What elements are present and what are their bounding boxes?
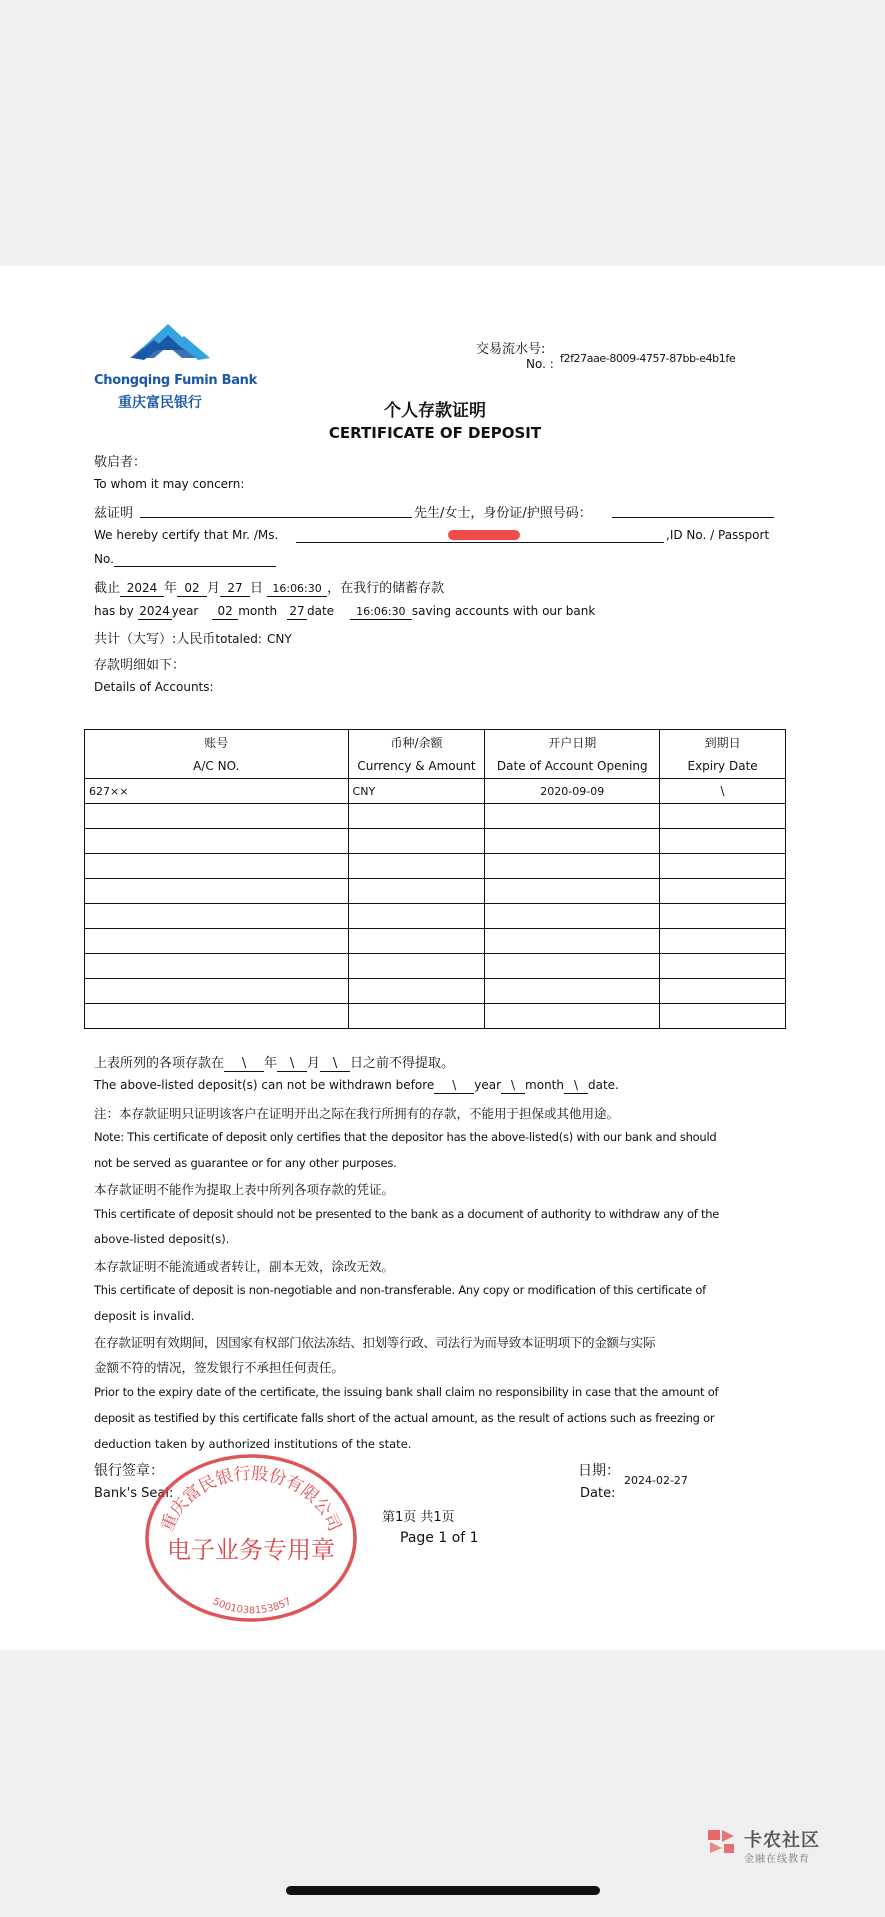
- header-en-opening: Date of Account Opening: [485, 754, 660, 779]
- bank-name-cn: 重庆富民银行: [118, 395, 202, 411]
- note2-cn: 本存款证明不能作为提取上表中所列各项存款的凭证。: [94, 1182, 395, 1197]
- name-blank-en: [296, 542, 664, 543]
- seal-code: 5001038153857: [210, 1596, 294, 1617]
- total-line: [94, 628, 292, 647]
- cell-expiry: [660, 904, 786, 929]
- details-en: Details of Accounts:: [94, 680, 214, 694]
- seal-label-en: Bank's Seal:: [94, 1486, 174, 1501]
- salutation-cn: 敬启者：: [94, 455, 147, 470]
- total-currency-en: CNY: [266, 632, 292, 646]
- year-value-cn: 2024: [120, 581, 164, 597]
- watermark-title: 卡农社区: [744, 1830, 820, 1851]
- as-of-cn: [94, 577, 444, 597]
- redaction-mark: [448, 530, 520, 540]
- watermark-subtitle: 金融在线教育: [744, 1854, 810, 1865]
- cell-opening: [485, 854, 660, 879]
- day-value-en: 27: [287, 604, 307, 620]
- bank-logo-icon: [124, 322, 218, 362]
- year-value-en: 2024: [139, 604, 170, 618]
- note3-en-a: This certificate of deposit is non-negotiable and non-transferable. Any copy or modification of this certificate of: [94, 1283, 706, 1297]
- details-cn: 存款明细如下：: [94, 658, 186, 673]
- withdraw-month-blank: \: [277, 1056, 307, 1072]
- withdraw-cn-suffix: 日之前不得提取。: [350, 1056, 455, 1071]
- withdraw-en: [94, 1078, 619, 1094]
- certify-en-no: No.: [94, 552, 114, 566]
- cell-expiry: [660, 979, 786, 1004]
- withdraw-day-blank-en: \: [564, 1078, 588, 1094]
- cell-opening: [485, 879, 660, 904]
- note4-en-c: deduction taken by authorized institutions of the state.: [94, 1437, 412, 1451]
- cell-account: [85, 979, 349, 1004]
- page-en: Page 1 of 1: [400, 1530, 479, 1546]
- table-header-en: [85, 754, 786, 779]
- as-of-en: [94, 604, 595, 620]
- as-of-cn-year: 年: [164, 581, 178, 596]
- serial-value: f2f27aae-8009-4757-87bb-e4b1fe: [560, 352, 736, 365]
- passport-blank: [114, 566, 276, 567]
- withdraw-year-blank: \: [224, 1056, 264, 1072]
- cell-expiry: [660, 829, 786, 854]
- withdraw-en-prefix: The above-listed deposit(s) can not be withdrawn before: [94, 1078, 435, 1092]
- table-row: [85, 804, 786, 829]
- note3-cn: 本存款证明不能流通或者转让，副本无效，涂改无效。: [94, 1259, 395, 1274]
- month-value-cn: 02: [177, 581, 207, 597]
- cell-account: [85, 1004, 349, 1029]
- note2-en-a: This certificate of deposit should not be presented to the bank as a document of authority to withdraw any of the: [94, 1207, 720, 1221]
- header-en-account: A/C NO.: [85, 754, 349, 779]
- cell-expiry: [660, 1004, 786, 1029]
- as-of-cn-suffix: ，在我行的储蓄存款: [327, 581, 445, 596]
- day-value-cn: 27: [220, 581, 250, 597]
- title-cn: 个人存款证明: [384, 401, 486, 421]
- cell-account: [85, 804, 349, 829]
- as-of-en-date: date: [306, 604, 335, 618]
- total-cn-label: 共计（大写）:: [94, 632, 177, 647]
- table-row: [85, 1004, 786, 1029]
- withdraw-day-blank: \: [320, 1056, 350, 1072]
- header-cn-currency: 币种/余额: [348, 730, 485, 755]
- withdraw-en-month: month: [525, 1078, 564, 1092]
- as-of-cn-day: 日: [250, 581, 264, 596]
- cell-account: 627××: [85, 779, 349, 804]
- cell-currency: [348, 1004, 485, 1029]
- note3-en-b: deposit is invalid.: [94, 1309, 195, 1323]
- header-cn-expiry: 到期日: [660, 730, 786, 755]
- table-row: [85, 779, 786, 804]
- salutation-en: To whom it may concern:: [94, 477, 245, 491]
- bank-seal-stamp: [140, 1430, 362, 1624]
- withdraw-cn-year: 年: [264, 1056, 278, 1071]
- as-of-en-month: month: [238, 604, 278, 618]
- cell-account: [85, 829, 349, 854]
- kanong-logo-icon: [706, 1826, 736, 1854]
- header-cn-account: 账号: [85, 730, 349, 755]
- withdraw-cn-prefix: 上表所列的各项存款在: [94, 1056, 225, 1071]
- cell-currency: [348, 829, 485, 854]
- cell-account: [85, 904, 349, 929]
- cell-account: [85, 954, 349, 979]
- time-value-cn: 16:06:30: [267, 581, 327, 597]
- note4-cn-a: 在存款证明有效期间，因国家有权部门依法冻结、扣划等行政、司法行为而导致本证明项下的金额与实际: [94, 1335, 656, 1350]
- table-row: [85, 879, 786, 904]
- certify-en-suffix: ,ID No. / Passport: [666, 528, 770, 542]
- certify-en-prefix: We hereby certify that Mr. /Ms.: [94, 528, 279, 542]
- note4-en-b: deposit as testified by this certificate falls short of the actual amount, as the result of actions such as freezing or: [94, 1411, 715, 1425]
- cell-opening: [485, 979, 660, 1004]
- month-value-en: 02: [212, 604, 238, 620]
- cell-currency: [348, 904, 485, 929]
- cell-currency: [348, 929, 485, 954]
- date-label-cn: 日期：: [578, 1463, 620, 1479]
- cell-expiry: [660, 854, 786, 879]
- note4-en-a: Prior to the expiry date of the certificate, the issuing bank shall claim no responsibility in case that the amount of: [94, 1385, 719, 1399]
- table-row: [85, 929, 786, 954]
- table-row: [85, 979, 786, 1004]
- table-header-cn: [85, 730, 786, 755]
- cell-expiry: [660, 879, 786, 904]
- time-value-en: 16:06:30: [350, 604, 412, 620]
- header-en-currency: Currency & Amount: [348, 754, 485, 779]
- table-row: [85, 954, 786, 979]
- cell-opening: [485, 929, 660, 954]
- cell-account: [85, 929, 349, 954]
- id-blank-cn: [612, 517, 774, 518]
- withdraw-en-year: year: [474, 1078, 502, 1092]
- date-label-en: Date:: [580, 1486, 616, 1501]
- cell-opening: [485, 1004, 660, 1029]
- seal-label-cn: 银行签章：: [94, 1463, 164, 1479]
- header-cn-opening: 开户日期: [485, 730, 660, 755]
- accounts-table: [84, 729, 786, 1029]
- note1-en-a: Note: This certificate of deposit only certifies that the depositor has the above-listed(s) with our bank and should: [94, 1130, 717, 1144]
- cell-currency: [348, 954, 485, 979]
- seal-arc-text: 重庆富民银行股份有限公司: [157, 1463, 345, 1535]
- cell-opening: [485, 829, 660, 854]
- cell-opening: [485, 954, 660, 979]
- cell-currency: [348, 979, 485, 1004]
- title-en: CERTIFICATE OF DEPOSIT: [328, 424, 542, 442]
- cell-opening: [485, 904, 660, 929]
- cell-expiry: [660, 804, 786, 829]
- certify-cn-prefix: 兹证明: [94, 506, 134, 521]
- serial-label-en: No. :: [526, 357, 554, 371]
- cell-account: [85, 854, 349, 879]
- total-en-label: totaled:: [215, 632, 262, 646]
- page-cn: 第1页 共1页: [382, 1510, 455, 1525]
- cell-expiry: [660, 929, 786, 954]
- cell-currency: [348, 854, 485, 879]
- cell-opening: 2020-09-09: [485, 779, 660, 804]
- name-blank-cn: [140, 517, 412, 518]
- cell-currency: [348, 879, 485, 904]
- withdraw-cn-month: 月: [307, 1056, 321, 1071]
- withdraw-en-date: date.: [587, 1078, 619, 1092]
- as-of-cn-month: 月: [207, 581, 221, 596]
- date-value: 2024-02-27: [624, 1474, 688, 1487]
- as-of-cn-prefix: 截止: [94, 581, 121, 596]
- withdraw-cn: [94, 1052, 454, 1072]
- total-currency-cn: 人民币: [176, 632, 216, 647]
- cell-account: [85, 879, 349, 904]
- withdraw-month-blank-en: \: [501, 1078, 525, 1094]
- as-of-en-suffix: saving accounts with our bank: [411, 604, 596, 618]
- bank-name-en: Chongqing Fumin Bank: [94, 373, 257, 388]
- note2-en-b: above-listed deposit(s).: [94, 1232, 230, 1246]
- cell-opening: [485, 804, 660, 829]
- note4-cn-b: 金额不符的情况，签发银行不承担任何责任。: [94, 1360, 345, 1375]
- cell-currency: CNY: [348, 779, 485, 804]
- as-of-en-year: year: [171, 604, 199, 618]
- cell-expiry: \: [660, 779, 786, 804]
- note1-en-b: not be served as guarantee or for any other purposes.: [94, 1156, 397, 1170]
- seal-center-text: 电子业务专用章: [167, 1536, 335, 1564]
- withdraw-year-blank-en: \: [434, 1078, 474, 1094]
- certify-cn-mid: 先生/女士，身份证/护照号码：: [414, 506, 592, 521]
- header-en-expiry: Expiry Date: [660, 754, 786, 779]
- table-row: [85, 829, 786, 854]
- home-indicator[interactable]: [286, 1886, 600, 1895]
- table-row: [85, 904, 786, 929]
- cell-expiry: [660, 954, 786, 979]
- certificate-page: [0, 266, 885, 1650]
- note1-cn: 注：本存款证明只证明该客户在证明开出之际在我行所拥有的存款，不能用于担保或其他用途。: [94, 1106, 620, 1121]
- cell-currency: [348, 804, 485, 829]
- as-of-en-prefix: has by: [94, 604, 134, 618]
- serial-label-cn: 交易流水号:: [476, 342, 546, 357]
- table-row: [85, 854, 786, 879]
